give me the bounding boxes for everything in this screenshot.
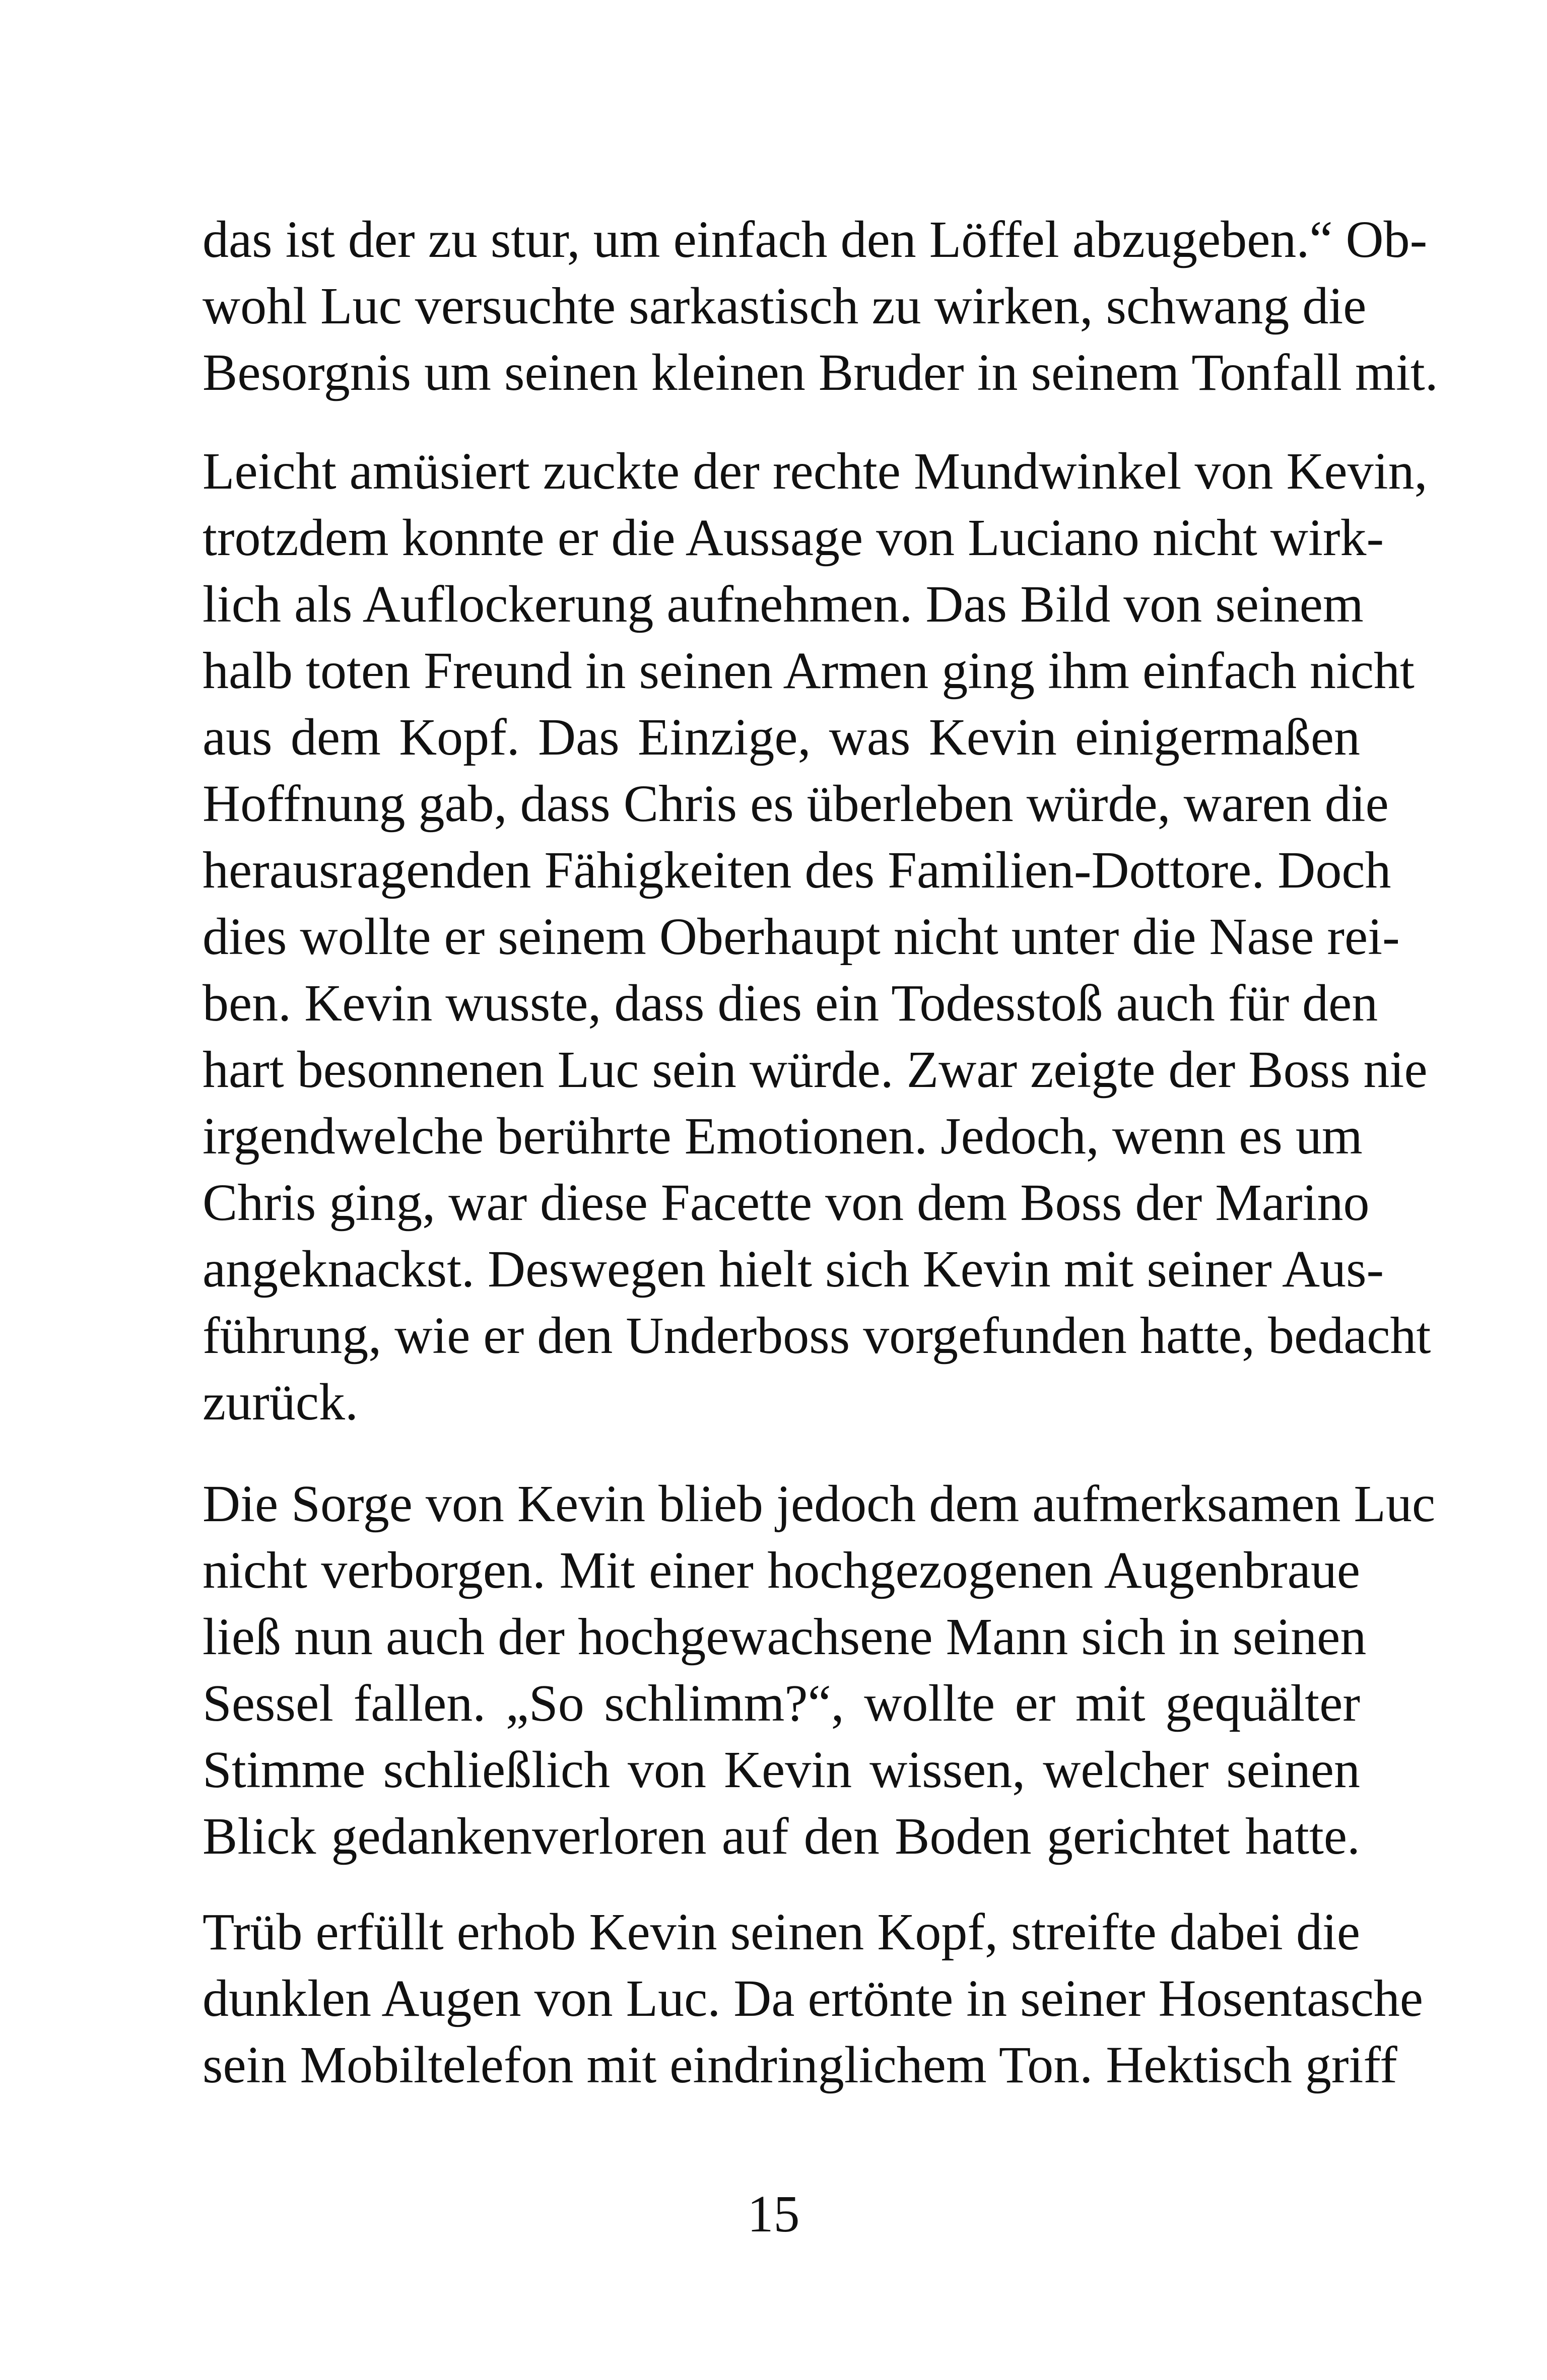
text-line: Chris ging, war diese Facette von dem Boss der Marino [203,1174,1370,1232]
paragraph-4 [203,1899,1424,2098]
text-line: ließ nun auch der hochgewachsene Mann sich in seinen [203,1608,1367,1666]
text-line: Hoffnung gab, dass Chris es überleben würde, waren die [203,775,1389,833]
text-line: zurück. [203,1373,358,1431]
text-line: aus dem Kopf. Das Einzige, was Kevin einigermaßen [203,708,1360,766]
text-line: angeknackst. Deswegen hielt sich Kevin mit seiner Aus- [203,1240,1384,1298]
text-line: Leicht amüsiert zuckte der rechte Mundwinkel von Kevin, [203,442,1428,500]
text-line: führung, wie er den Underboss vorgefunden hatte, bedacht [203,1307,1431,1365]
text-line: dies wollte er seinem Oberhaupt nicht unter die Nase rei- [203,908,1400,966]
text-line: hart besonnenen Luc sein würde. Zwar zeigte der Boss nie [203,1041,1428,1099]
text-line: nicht verborgen. Mit einer hochgezogenen Augenbraue [203,1541,1360,1599]
text-line: lich als Auflockerung aufnehmen. Das Bild von seinem [203,575,1364,633]
text-line: sein Mobiltelefon mit eindringlichem Ton. Hektisch griff [203,2036,1397,2094]
text-line: Besorgnis um seinen kleinen Bruder in seinem Tonfall mit. [203,344,1438,401]
text-line: Trüb erfüllt erhob Kevin seinen Kopf, streifte dabei die [203,1903,1361,1961]
paragraph-2 [203,438,1431,1436]
paragraph-3 [203,1471,1436,1870]
page-number: 15 [747,2185,800,2243]
text-line: Sessel fallen. „So schlimm?“, wollte er mit gequälter [203,1674,1360,1732]
text-line: irgendwelche berührte Emotionen. Jedoch, wenn es um [203,1107,1363,1165]
text-line: dunklen Augen von Luc. Da ertönte in seiner Hosentasche [203,1969,1424,2027]
text-line: herausragenden Fähigkeiten des Familien-Dottore. Doch [203,841,1391,899]
text-line: das ist der zu stur, um einfach den Löffel abzugeben.“ Ob- [203,211,1428,268]
text-line: trotzdem konnte er die Aussage von Luciano nicht wirk- [203,509,1384,567]
text-line: Stimme schließlich von Kevin wissen, welcher seinen [203,1741,1360,1799]
text-line: Die Sorge von Kevin blieb jedoch dem aufmerksamen Luc [203,1475,1436,1533]
text-line: Blick gedankenverloren auf den Boden gerichtet hatte. [203,1807,1360,1865]
text-line: ben. Kevin wusste, dass dies ein Todesstoß auch für den [203,974,1378,1032]
paragraph-1 [203,207,1438,406]
text-line: wohl Luc versuchte sarkastisch zu wirken, schwang die [203,277,1367,335]
text-line: halb toten Freund in seinen Armen ging ihm einfach nicht [203,642,1415,700]
